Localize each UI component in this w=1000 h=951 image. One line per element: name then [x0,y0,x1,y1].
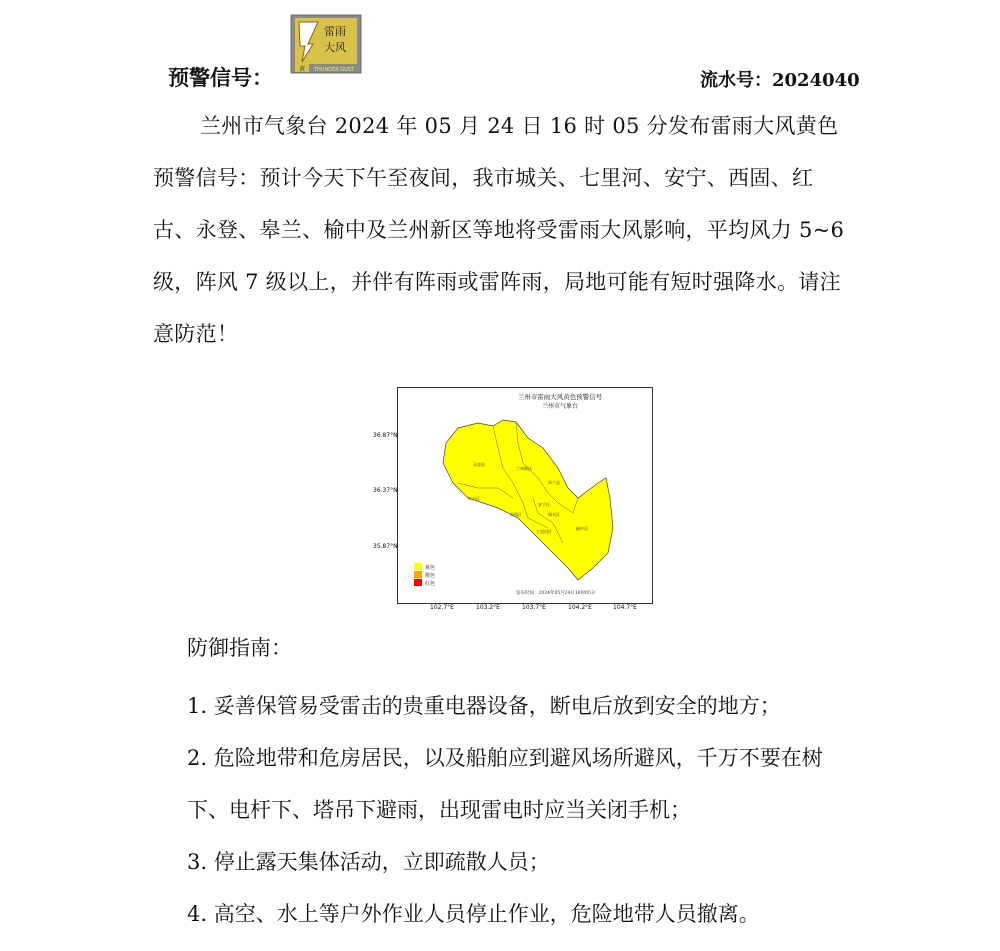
legend-label: 橙色 [425,573,436,579]
map-issue-time: 发布时间：2024年05月24日16时05分 [516,591,596,596]
signal-label: 预警信号： [168,65,273,90]
legend-swatch-orange [414,571,422,578]
district-label: 红古区 [468,496,480,501]
guide-item: 3. 停止露天集体活动，立即疏散人员； [187,850,550,874]
lon-tick: 103.2°E [476,604,500,611]
district-label: 西固区 [510,512,522,517]
icon-text-top: 雷雨 [324,25,346,38]
icon-text-bottom: 大风 [324,41,346,54]
legend-swatch-yellow [414,563,422,570]
district-label: 兰州新区 [516,466,532,471]
lat-tick: 36.87°N [373,432,398,439]
thunder-gust-yellow-warning-icon [290,14,362,74]
map-subtitle: 兰州市气象台 [541,403,579,410]
warning-body-text: 兰州市气象台 2024 年 05 月 24 日 16 时 05 分发布雷雨大风黄色预警信号：预计今天下午至夜间，我市城关、七里河、安宁、西固、红古、永登、皋兰、榆中及兰州新区等地将受雷雨大风影响，平均风力 5~6 级，阵风 7 级以上，并伴有阵雨或雷阵雨，局地可能有短时强降水。请注意防范！ [153,114,845,346]
district-label: 七里河区 [536,529,552,534]
icon-badge: 黄 [298,66,306,73]
lon-tick: 104.7°E [613,604,637,611]
legend-label: 黄色 [425,565,436,571]
district-label: 城关区 [548,512,560,517]
serial-number [700,66,860,92]
map-legend [414,563,435,587]
guide-item: 4. 高空、水上等户外作业人员停止作业，危险地带人员撤离。 [187,902,760,926]
lat-tick: 36.37°N [373,487,398,494]
guide-item: 2. 危险地带和危房居民，以及船舶应到避风场所避风，千万不要在树下、电杆下、塔吊下避雨，出现雷电时应当关闭手机； [187,746,823,822]
icon-subtitle: THUNDER GUST [313,67,355,73]
lat-tick: 35.87°N [373,543,398,550]
legend-label: 红色 [425,581,436,587]
district-label: 永登县 [473,462,485,467]
warning-map [397,387,653,604]
lon-tick: 102.7°E [430,604,454,611]
map-title: 兰州市雷雨大风黄色预警信号 [517,393,603,401]
serial-label: 流水号： [700,70,772,91]
lon-tick: 103.7°E [522,604,546,611]
guide-item: 1. 妥善保管易受雷击的贵重电器设备，断电后放到安全的地方； [187,694,781,718]
district-label: 皋兰县 [548,480,560,485]
lon-tick: 104.2°E [568,604,592,611]
district-label: 榆中县 [576,526,588,531]
guide-title: 防御指南： [187,636,292,660]
serial-value: 2024040 [772,70,860,91]
legend-swatch-red [414,579,422,586]
district-label: 安宁区 [538,502,550,507]
